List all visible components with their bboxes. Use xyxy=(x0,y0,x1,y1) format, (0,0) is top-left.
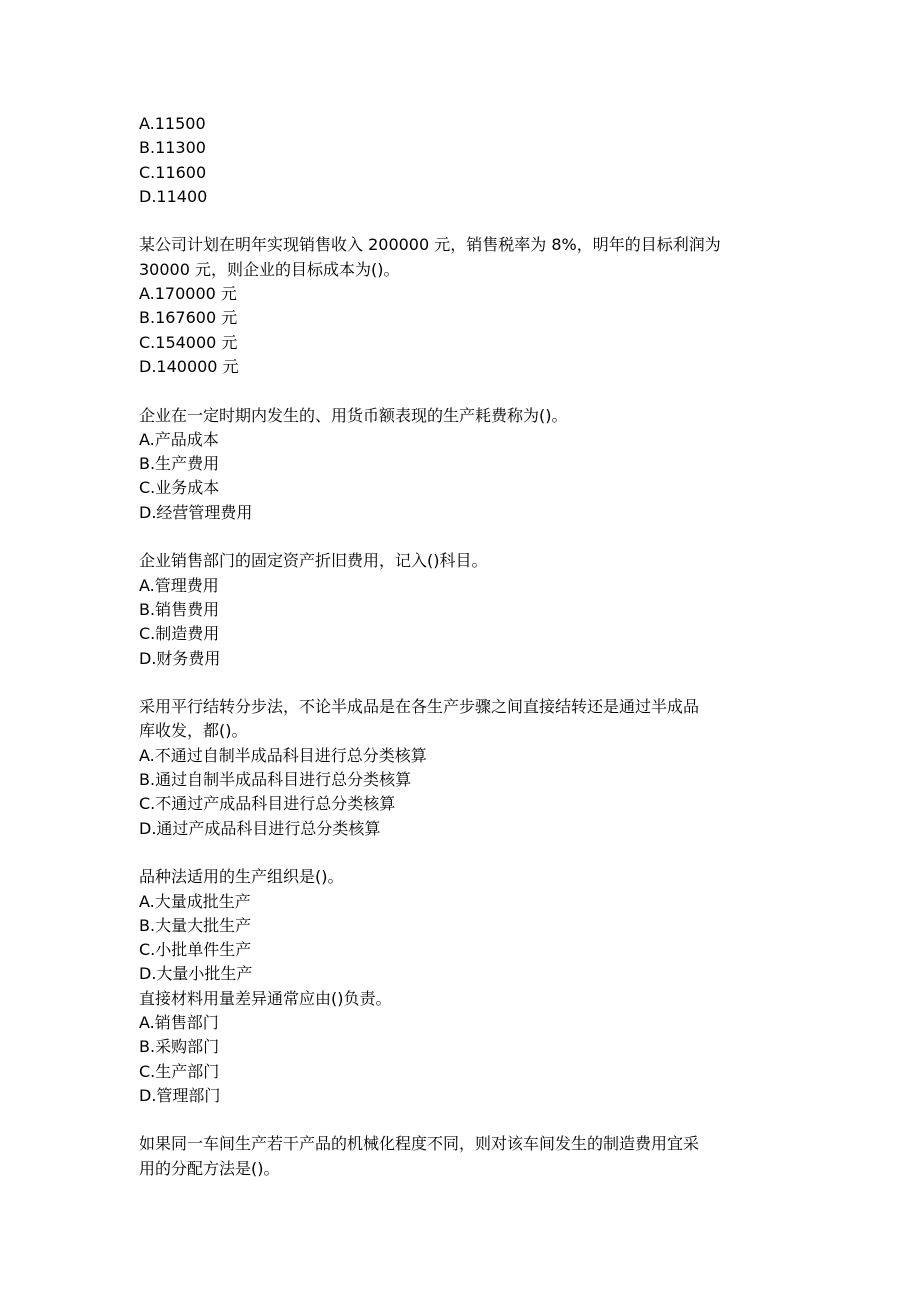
option-c: C.小批单件生产 xyxy=(139,940,252,960)
question-block xyxy=(139,549,789,670)
question-stem: 库收发，都()。 xyxy=(139,721,248,741)
option-a: A.产品成本 xyxy=(139,429,219,449)
option-b: B.销售费用 xyxy=(139,599,220,619)
spacer xyxy=(139,841,789,865)
question-block xyxy=(139,404,789,525)
option-c: C.制造费用 xyxy=(139,624,220,644)
question-block xyxy=(139,1132,789,1181)
spacer xyxy=(139,209,789,233)
question-stem: 采用平行结转分步法，不论半成品是在各生产步骤之间直接结转还是通过半成品 xyxy=(139,697,700,717)
question-stem: 用的分配方法是()。 xyxy=(139,1158,280,1178)
spacer xyxy=(139,379,789,403)
option-a: A.管理费用 xyxy=(139,575,219,595)
option-a: A.不通过自制半成品科目进行总分类核算 xyxy=(139,745,427,765)
option-d: D.管理部门 xyxy=(139,1085,221,1105)
document-page xyxy=(139,112,789,1181)
option-a: A.11500 xyxy=(139,114,206,133)
question-stem: 企业销售部门的固定资产折旧费用，记入()科目。 xyxy=(139,551,488,571)
question-stem: 某公司计划在明年实现销售收入 200000 元，销售税率为 8%，明年的目标利润为 xyxy=(139,235,721,255)
option-b: B.通过自制半成品科目进行总分类核算 xyxy=(139,770,412,790)
option-c: C.不通过产成品科目进行总分类核算 xyxy=(139,794,396,814)
option-b: B.167600 元 xyxy=(139,308,238,328)
option-c: C.11600 xyxy=(139,162,207,182)
question-block xyxy=(139,695,789,841)
spacer xyxy=(139,671,789,695)
question-stem: 品种法适用的生产组织是()。 xyxy=(139,867,344,887)
question-stem: 直接材料用量差异通常应由()负责。 xyxy=(139,988,392,1008)
option-d: D.经营管理费用 xyxy=(139,502,253,522)
option-d: D.大量小批生产 xyxy=(139,964,253,984)
option-b: B.采购部门 xyxy=(139,1037,220,1057)
option-b: B.生产费用 xyxy=(139,454,220,474)
question-block xyxy=(139,112,789,209)
question-stem: 企业在一定时期内发生的、用货币额表现的生产耗费称为()。 xyxy=(139,405,568,425)
question-block xyxy=(139,865,789,986)
option-c: C.154000 元 xyxy=(139,332,238,352)
option-d: D.140000 元 xyxy=(139,356,239,376)
option-d: D.通过产成品科目进行总分类核算 xyxy=(139,818,381,838)
option-b: B.大量大批生产 xyxy=(139,915,252,935)
question-block xyxy=(139,233,789,379)
option-a: A.销售部门 xyxy=(139,1012,219,1032)
option-a: A.大量成批生产 xyxy=(139,891,251,911)
spacer xyxy=(139,525,789,549)
option-b: B.11300 xyxy=(139,138,206,158)
option-c: C.业务成本 xyxy=(139,478,220,498)
question-stem: 30000 元，则企业的目标成本为()。 xyxy=(139,259,400,279)
question-stem: 如果同一车间生产若干产品的机械化程度不同，则对该车间发生的制造费用宜采 xyxy=(139,1134,700,1154)
option-d: D.财务费用 xyxy=(139,648,221,668)
option-d: D.11400 xyxy=(139,186,208,206)
spacer xyxy=(139,1108,789,1132)
question-block xyxy=(139,987,789,1108)
option-a: A.170000 元 xyxy=(139,284,237,304)
option-c: C.生产部门 xyxy=(139,1061,220,1081)
